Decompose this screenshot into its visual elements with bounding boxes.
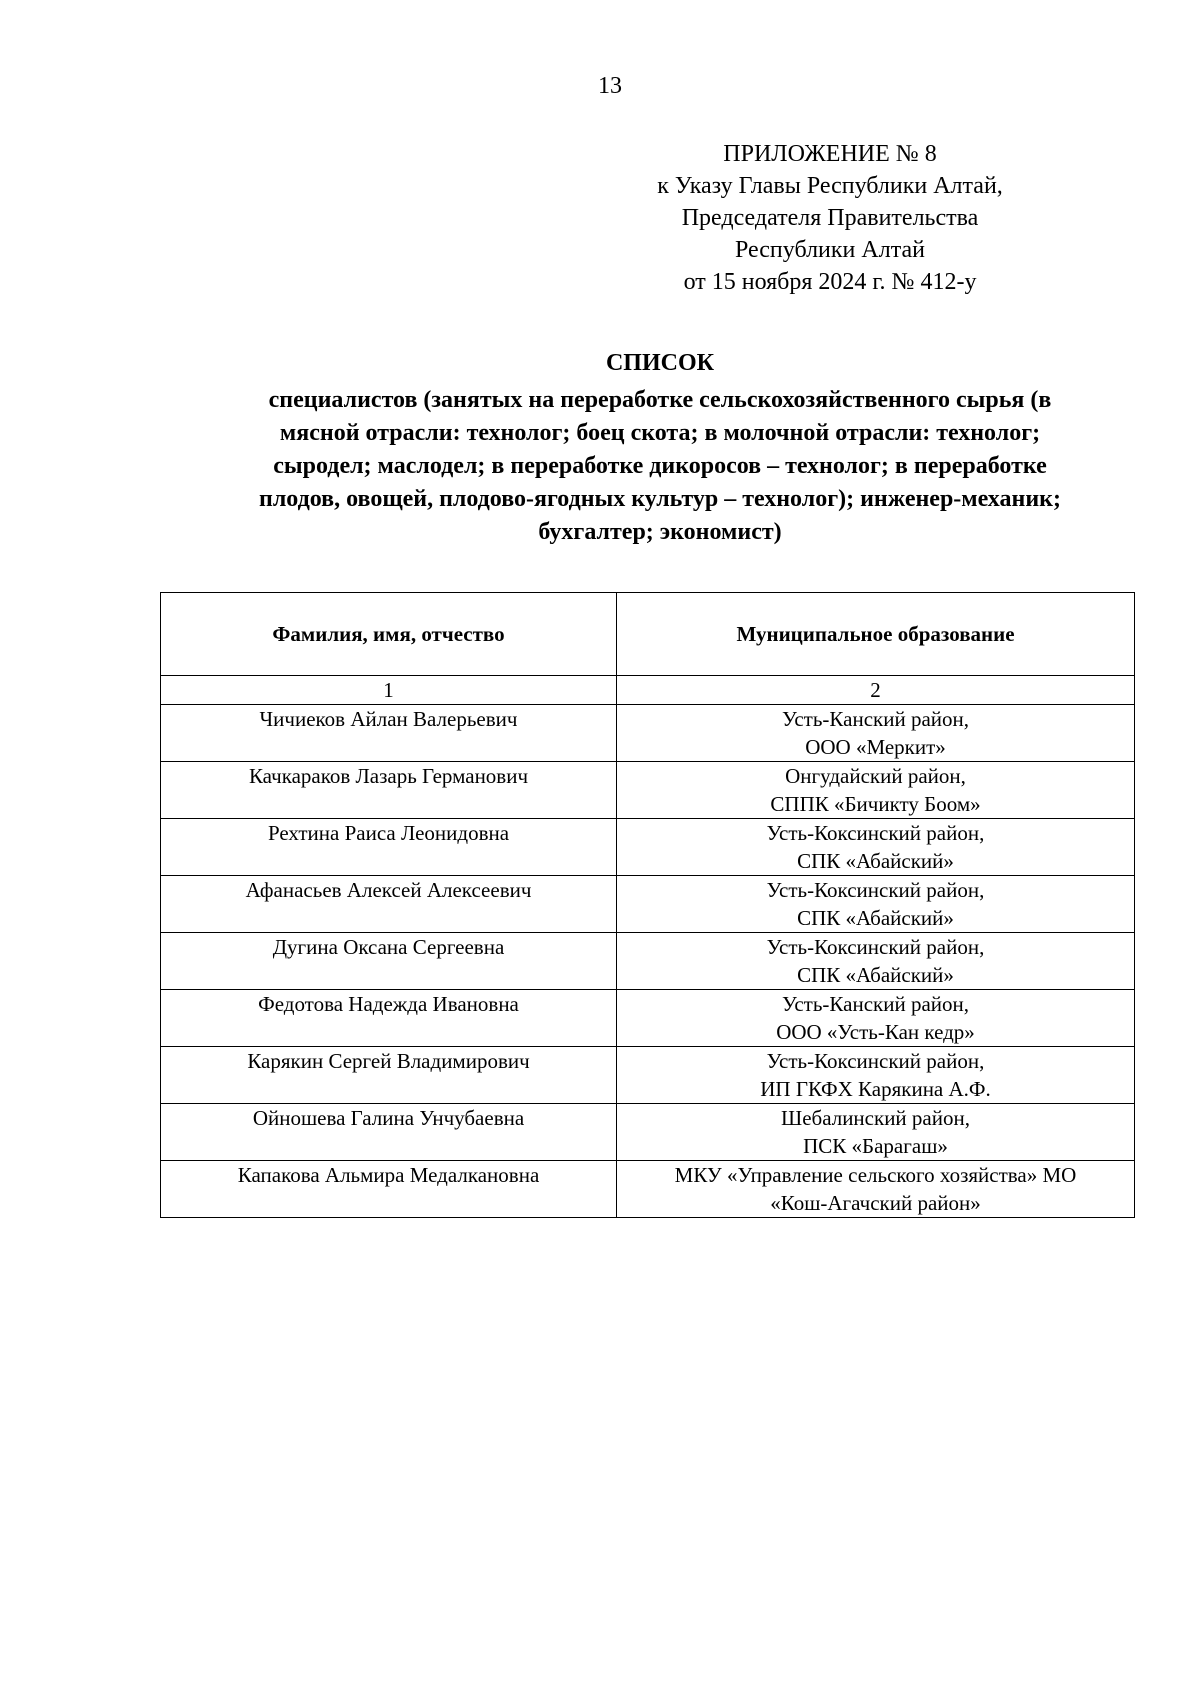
org-line: Усть-Коксинский район, bbox=[766, 1049, 985, 1073]
column-number-row bbox=[161, 676, 1135, 705]
org-line: Усть-Коксинский район, bbox=[766, 878, 985, 902]
person-name: Афанасьев Алексей Алексеевич bbox=[245, 878, 532, 902]
org-cell bbox=[617, 762, 1135, 819]
person-name: Чичиеков Айлан Валерьевич bbox=[259, 707, 518, 731]
org-line: СПК «Абайский» bbox=[797, 963, 954, 987]
appendix-line: ПРИЛОЖЕНИЕ № 8 bbox=[723, 141, 937, 167]
org-line: СПК «Абайский» bbox=[797, 906, 954, 930]
person-name: Капакова Альмира Медалкановна bbox=[237, 1163, 540, 1187]
name-cell bbox=[161, 705, 617, 762]
org-cell bbox=[617, 876, 1135, 933]
name-cell bbox=[161, 762, 617, 819]
org-line: «Кош-Агачский район» bbox=[770, 1191, 981, 1215]
name-cell bbox=[161, 876, 617, 933]
table-row bbox=[161, 819, 1135, 876]
person-name: Рехтина Раиса Леонидовна bbox=[267, 821, 510, 845]
subtitle-line: мясной отрасли: технолог; боец скота; в молочной отрасли: технолог; bbox=[279, 420, 1041, 446]
page-number: 13 bbox=[598, 73, 622, 99]
appendix-line: Председателя Правительства bbox=[681, 205, 979, 231]
org-line: Усть-Канский район, bbox=[781, 707, 969, 731]
appendix-line: от 15 ноября 2024 г. № 412-у bbox=[683, 269, 977, 295]
org-line: ИП ГКФХ Карякина А.Ф. bbox=[760, 1077, 991, 1101]
table-row bbox=[161, 990, 1135, 1047]
org-cell bbox=[617, 933, 1135, 990]
org-line: СПК «Абайский» bbox=[797, 849, 954, 873]
name-cell bbox=[161, 1161, 617, 1218]
subtitle-line: сыродел; маслодел; в переработке дикоросов – технолог; в переработке bbox=[273, 453, 1047, 479]
appendix-header bbox=[600, 138, 1060, 298]
person-name: Качкараков Лазарь Германович bbox=[248, 764, 529, 788]
column-number: 2 bbox=[617, 676, 1135, 705]
org-line: ООО «Усть-Кан кедр» bbox=[776, 1020, 975, 1044]
table-header-row bbox=[161, 593, 1135, 676]
document-subtitle bbox=[160, 384, 1160, 549]
org-line: Усть-Коксинский район, bbox=[766, 821, 985, 845]
table-row bbox=[161, 1161, 1135, 1218]
org-cell bbox=[617, 705, 1135, 762]
column-header-name: Фамилия, имя, отчество bbox=[161, 593, 617, 676]
subtitle-line: бухгалтер; экономист) bbox=[538, 519, 782, 545]
org-cell bbox=[617, 1047, 1135, 1104]
person-name: Ойношева Галина Унчубаевна bbox=[252, 1106, 525, 1130]
column-number: 1 bbox=[161, 676, 617, 705]
person-name: Карякин Сергей Владимирович bbox=[247, 1049, 530, 1073]
person-name: Федотова Надежда Ивановна bbox=[258, 992, 519, 1016]
specialists-table bbox=[160, 592, 1135, 1218]
org-cell bbox=[617, 1161, 1135, 1218]
person-name: Дугина Оксана Сергеевна bbox=[272, 935, 505, 959]
appendix-line: к Указу Главы Республики Алтай, bbox=[657, 173, 1003, 199]
org-line: Усть-Коксинский район, bbox=[766, 935, 985, 959]
document-title: СПИСОК bbox=[605, 350, 715, 376]
org-line: Усть-Канский район, bbox=[781, 992, 969, 1016]
org-line: Онгудайский район, bbox=[785, 764, 966, 788]
org-cell bbox=[617, 1104, 1135, 1161]
name-cell bbox=[161, 990, 617, 1047]
name-cell bbox=[161, 933, 617, 990]
table-row bbox=[161, 1104, 1135, 1161]
subtitle-line: плодов, овощей, плодово-ягодных культур – технолог); инженер-механик; bbox=[259, 486, 1061, 512]
subtitle-line: специалистов (занятых на переработке сельскохозяйственного сырья (в bbox=[268, 387, 1052, 413]
org-cell bbox=[617, 819, 1135, 876]
org-line: МКУ «Управление сельского хозяйства» МО bbox=[674, 1163, 1077, 1187]
table-row bbox=[161, 933, 1135, 990]
org-line: Шебалинский район, bbox=[781, 1106, 970, 1130]
column-header-municipality: Муниципальное образование bbox=[617, 593, 1135, 676]
org-line: СППК «Бичикту Боом» bbox=[770, 792, 981, 816]
name-cell bbox=[161, 819, 617, 876]
name-cell bbox=[161, 1104, 617, 1161]
appendix-line: Республики Алтай bbox=[735, 237, 925, 263]
table-row bbox=[161, 762, 1135, 819]
name-cell bbox=[161, 1047, 617, 1104]
org-line: ООО «Меркит» bbox=[805, 735, 946, 759]
table-row bbox=[161, 876, 1135, 933]
org-cell bbox=[617, 990, 1135, 1047]
table-row bbox=[161, 705, 1135, 762]
table-row bbox=[161, 1047, 1135, 1104]
org-line: ПСК «Барагаш» bbox=[803, 1134, 948, 1158]
